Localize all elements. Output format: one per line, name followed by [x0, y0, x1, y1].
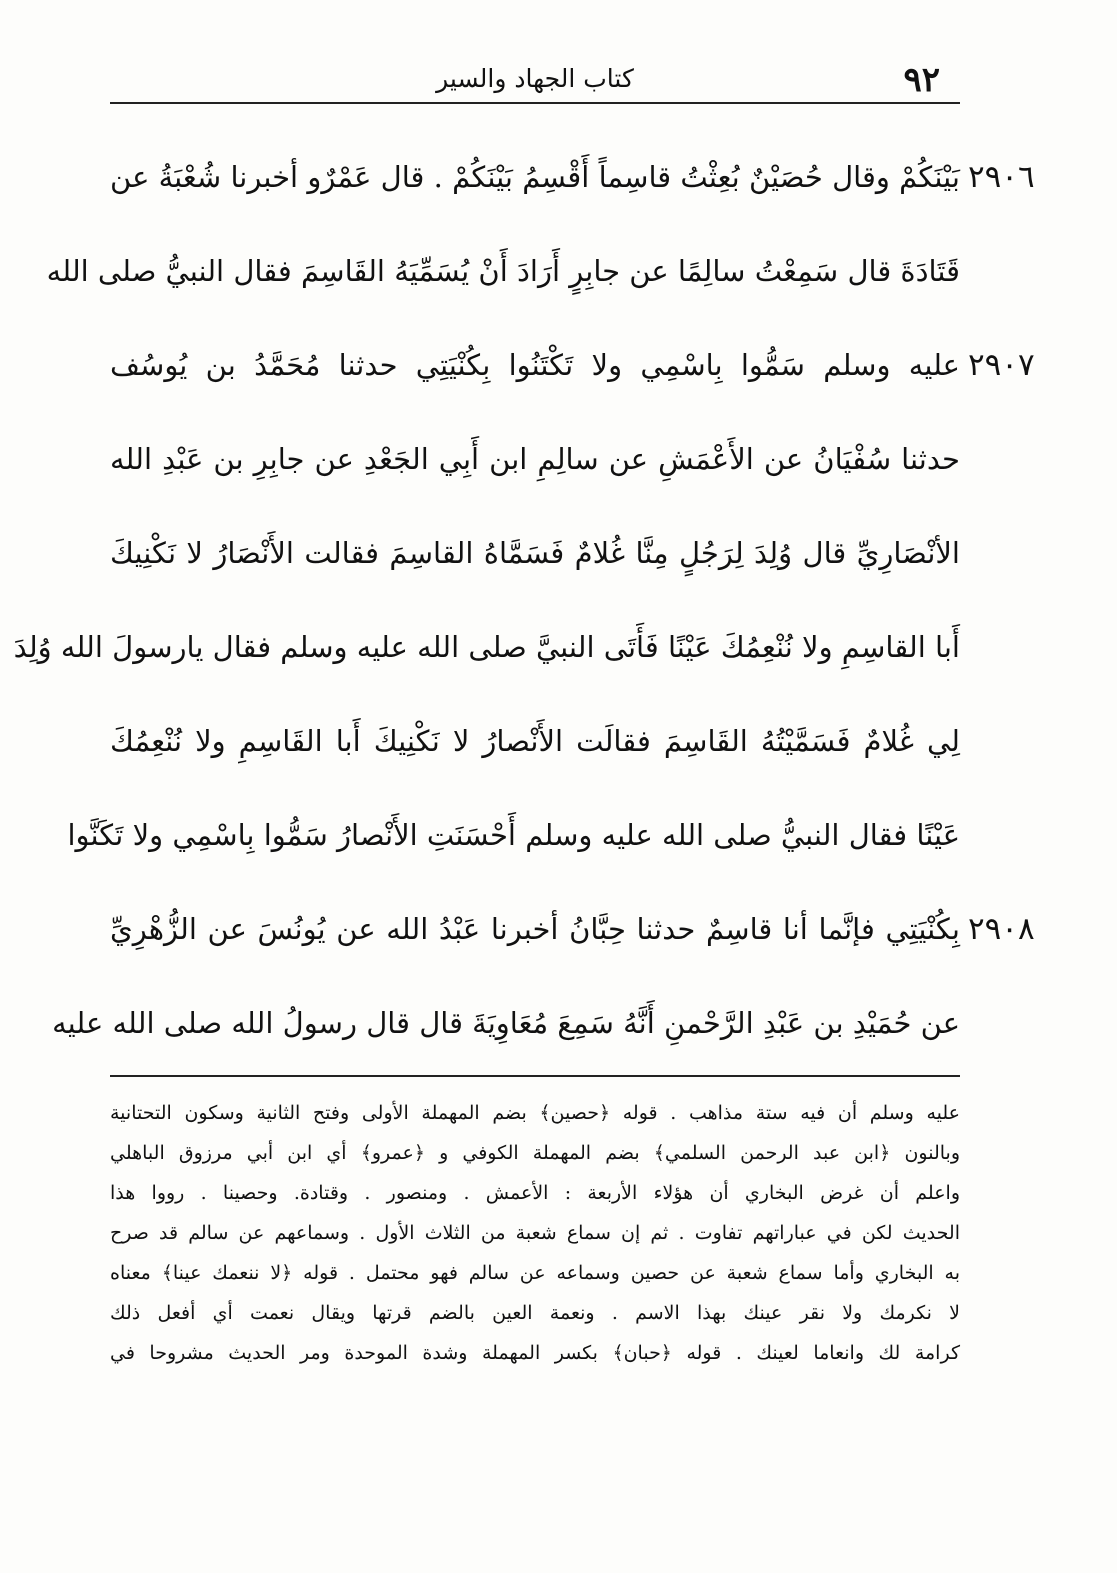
- main-line: بِكُنْيَتِي فإنَّما أنا قاسِمٌ حدثنا حِبَّانُ أخبرنا عَبْدُ الله عن يُونُسَ عن الزُّهْرِيِّ: [110, 912, 960, 946]
- footnote-line: به البخاري وأما سماع شعبة عن حصين وسماعه عن سالم فهو محتمل . قوله ﴿لا ننعمك عينا﴾ معناه: [110, 1262, 960, 1284]
- running-head: [110, 56, 960, 104]
- main-line: الأنْصَارِيِّ قال وُلِدَ لِرَجُلٍ مِنَّا غُلامٌ فَسَمَّاهُ القاسِمَ فقالت الأَنْصَارُ لا نَكْنِيكَ: [110, 536, 960, 570]
- footnote-line: الحديث لكن في عباراتهم تفاوت . ثم إن سماع شعبة من الثلاث الأول . وسماعهم عن سالم قد صرح: [110, 1222, 960, 1244]
- footnote-line: كرامة لك وانعاما لعينك . قوله ﴿حبان﴾ بكسر المهملة وشدة الموحدة ومر الحديث مشروحا في: [110, 1342, 960, 1364]
- main-line: بَيْنَكُمْ وقال حُصَيْنٌ بُعِثْتُ قاسِماً أَقْسِمُ بَيْنَكُمْ . قال عَمْرٌو أخبرنا شُعْبَةُ عن: [110, 160, 960, 194]
- main-line: عن حُمَيْدِ بن عَبْدِ الرَّحْمنِ أَنَّهُ سَمِعَ مُعَاوِيَةَ قال قال رسولُ الله صلى الله عليه: [52, 1006, 960, 1040]
- book-title: كتاب الجهاد والسير: [436, 64, 634, 93]
- footnote-line: وبالنون ﴿ابن عبد الرحمن السلمي﴾ بضم المهملة الكوفي و ﴿عمرو﴾ أي ابن أبي مرزوق الباهلي: [110, 1142, 960, 1164]
- footnote-line: لا نكرمك ولا نقر عينك بهذا الاسم . ونعمة العين بالضم قرتها ويقال نعمت أي أفعل ذلك: [110, 1302, 960, 1324]
- footnote-line: واعلم أن غرض البخاري أن هؤلاء الأربعة : الأعمش . ومنصور . وقتادة. وحصينا . رووا هذا: [110, 1182, 960, 1204]
- main-line: قَتَادَةَ قال سَمِعْتُ سالِمًا عن جابِرٍ أَرَادَ أَنْ يُسَمِّيَهُ القَاسِمَ فقال النبيُّ صلى الله: [46, 254, 960, 288]
- footnote-divider: [110, 1075, 960, 1077]
- hadith-number: ٢٩٠٦: [968, 159, 1035, 195]
- main-text: [13, 130, 960, 1070]
- footnotes: [110, 1093, 960, 1423]
- main-line: عليه وسلم سَمُّوا بِاسْمِي ولا تَكْتَنُوا بِكُنْيَتِي حدثنا مُحَمَّدُ بن يُوسُف: [110, 348, 960, 382]
- footnote-line: عليه وسلم أن فيه ستة مذاهب . قوله ﴿حصين﴾ بضم المهملة الأولى وفتح الثانية وسكون التحتانية: [110, 1102, 960, 1124]
- hadith-number: ٢٩٠٧: [968, 347, 1035, 383]
- main-line: حدثنا سُفْيَانُ عن الأَعْمَشِ عن سالِمِ ابن أَبِي الجَعْدِ عن جابِرِ بن عَبْدِ الله: [110, 442, 960, 476]
- main-line: لِي غُلامٌ فَسَمَّيْتُهُ القَاسِمَ فقالَت الأَنْصارُ لا نَكْنِيكَ أَبا القَاسِمِ ولا نُنْعِمُكَ: [110, 724, 960, 758]
- main-line: عَيْنًا فقال النبيُّ صلى الله عليه وسلم أَحْسَنَتِ الأَنْصارُ سَمُّوا بِاسْمِي ولا تَكَنَّوا: [67, 818, 960, 852]
- page-number: ٩٢: [903, 60, 940, 100]
- main-line: أَبا القاسِمِ ولا نُنْعِمُكَ عَيْنًا فَأَتَى النبيَّ صلى الله عليه وسلم فقال يارسولَ الله وُلِدَ: [13, 630, 960, 664]
- hadith-number: ٢٩٠٨: [968, 911, 1035, 947]
